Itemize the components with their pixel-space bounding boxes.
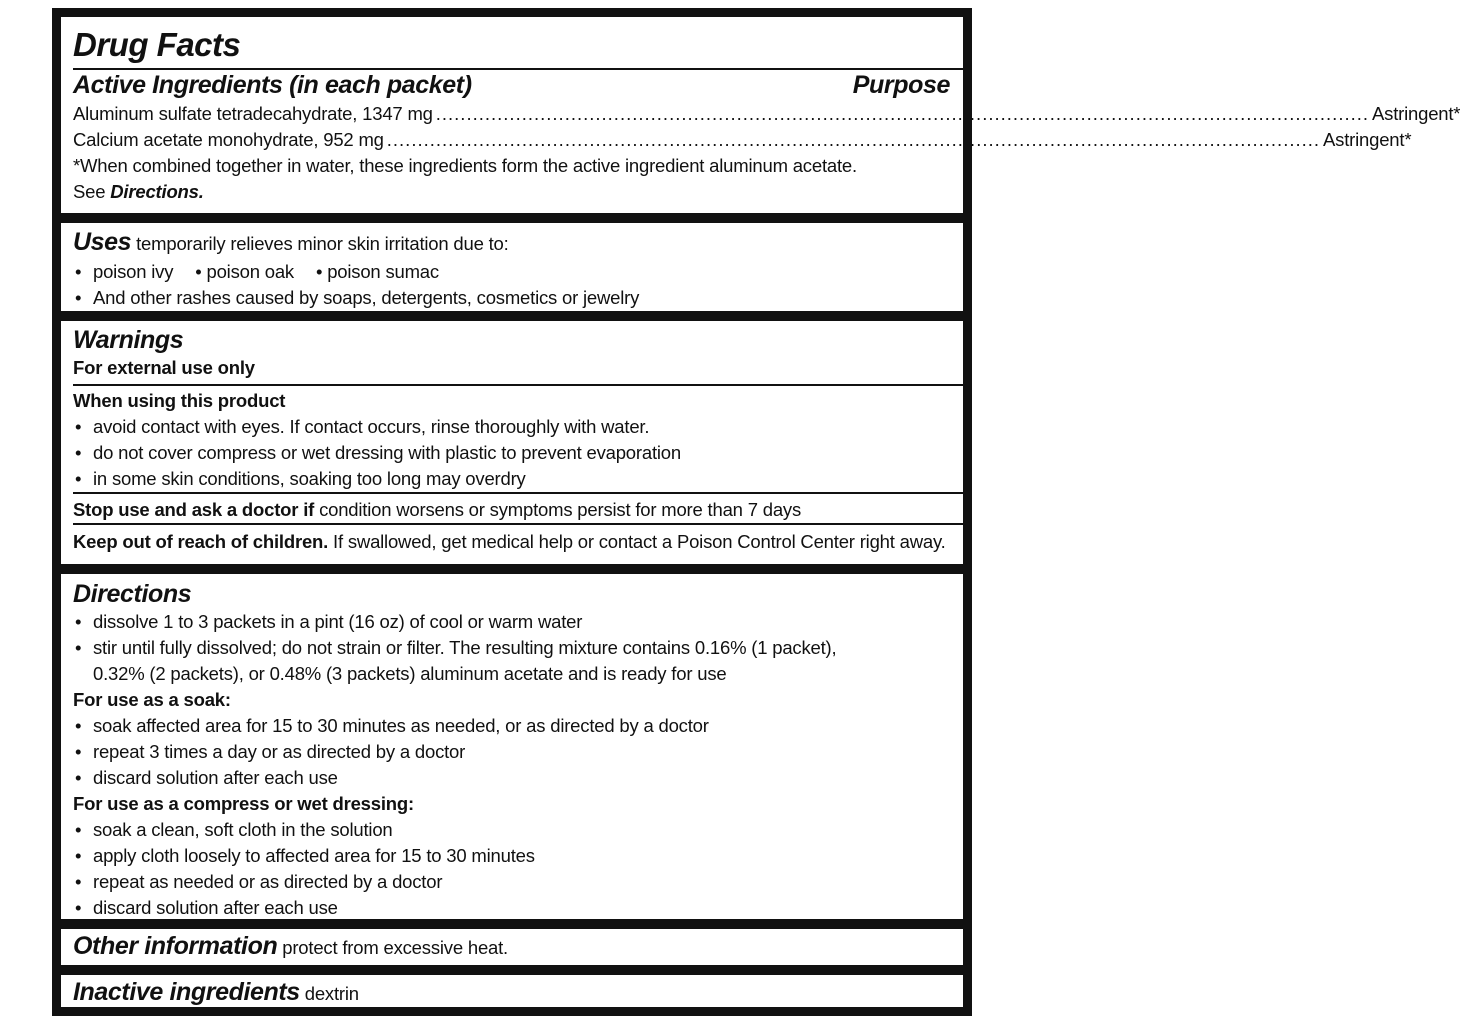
- directions-section: [61, 574, 963, 919]
- use-item: • poison oak: [195, 261, 294, 282]
- compress-item: • soak a clean, soft cloth in the solution: [73, 817, 950, 843]
- external-use: For external use only: [73, 357, 255, 378]
- page-title: Drug Facts: [73, 26, 241, 63]
- active-note: *When combined together in water, these ingredients form the active ingredient aluminum acetate.: [73, 155, 857, 176]
- keep-out-text: If swallowed, get medical help or contact a Poison Control Center right away.: [328, 531, 946, 552]
- direction-item: • dissolve 1 to 3 packets in a pint (16 oz) of cool or warm water: [73, 609, 950, 635]
- inactive-ingredients-heading: Inactive ingredients: [73, 978, 300, 1006]
- uses-heading-row: [73, 227, 950, 259]
- stop-use: [73, 496, 950, 523]
- soak-heading: For use as a soak:: [73, 689, 231, 710]
- warning-item: • avoid contact with eyes. If contact occurs, rinse thoroughly with water.: [73, 414, 950, 440]
- warnings-section: [61, 321, 963, 564]
- active-ingredients-section: [61, 17, 1460, 213]
- drug-facts-label: [52, 8, 1460, 1016]
- other-information-text: protect from excessive heat.: [277, 937, 509, 958]
- uses-list-item: • And other rashes caused by soaps, detergents, cosmetics or jewelry: [73, 285, 950, 311]
- ingredient-row: [73, 127, 1412, 153]
- stop-use-text: condition worsens or symptoms persist for more than 7 days: [314, 499, 802, 520]
- divider: [73, 523, 963, 525]
- warning-item: • in some skin conditions, soaking too long may overdry: [73, 466, 950, 492]
- warnings-heading: Warnings: [73, 326, 184, 354]
- uses-list-item: [73, 259, 950, 285]
- keep-out-bold: Keep out of reach of children.: [73, 531, 329, 552]
- ingredient-row: [73, 101, 1460, 127]
- direction-item-continued: 0.32% (2 packets), or 0.48% (3 packets) aluminum acetate and is ready for use: [93, 663, 727, 684]
- inactive-ingredients-row: [73, 975, 950, 1011]
- use-item: • poison sumac: [315, 261, 439, 282]
- use-item: poison ivy: [93, 261, 174, 282]
- leader-dots: ........................................................................................................................................................: [435, 103, 1370, 124]
- warning-item: • do not cover compress or wet dressing with plastic to prevent evaporation: [73, 440, 950, 466]
- soak-item: • repeat 3 times a day or as directed by a doctor: [73, 739, 950, 765]
- leader-dots: ........................................................................................................................................................: [386, 129, 1321, 150]
- see-prefix: See: [73, 181, 111, 202]
- keep-out: [73, 528, 950, 556]
- compress-item: • discard solution after each use: [73, 895, 950, 921]
- other-information-heading: Other information: [73, 932, 278, 960]
- purpose-heading: Purpose: [852, 71, 950, 99]
- uses-heading: Uses: [73, 228, 132, 256]
- divider: [73, 384, 963, 386]
- when-using-heading: When using this product: [73, 390, 286, 411]
- other-information-row: [73, 929, 950, 965]
- divider: [73, 492, 963, 494]
- uses-section: [61, 223, 963, 311]
- directions-heading: Directions: [73, 580, 192, 608]
- uses-intro: temporarily relieves minor skin irritation due to:: [131, 233, 509, 254]
- stop-use-bold: Stop use and ask a doctor if: [73, 499, 315, 520]
- inactive-ingredients-text: dextrin: [299, 983, 359, 1004]
- active-heading-row: [73, 70, 950, 101]
- ingredient-purpose: Astringent*: [1323, 129, 1412, 150]
- see-directions: [73, 179, 950, 205]
- ingredient-name: Aluminum sulfate tetradecahydrate, 1347 mg: [73, 103, 433, 124]
- compress-heading: For use as a compress or wet dressing:: [73, 793, 414, 814]
- compress-item: • repeat as needed or as directed by a doctor: [73, 869, 950, 895]
- inactive-ingredients-section: [61, 975, 963, 1007]
- see-directions-link: Directions.: [110, 181, 204, 202]
- compress-item: • apply cloth loosely to affected area for 15 to 30 minutes: [73, 843, 950, 869]
- ingredient-purpose: Astringent*: [1372, 103, 1460, 124]
- active-ingredients-heading: Active Ingredients (in each packet): [73, 71, 472, 99]
- ingredient-name: Calcium acetate monohydrate, 952 mg: [73, 129, 384, 150]
- direction-item: • stir until fully dissolved; do not strain or filter. The resulting mixture contains 0.16% (1 packet),: [73, 635, 950, 661]
- soak-item: • discard solution after each use: [73, 765, 950, 791]
- soak-item: • soak affected area for 15 to 30 minutes as needed, or as directed by a doctor: [73, 713, 950, 739]
- other-information-section: [61, 929, 963, 965]
